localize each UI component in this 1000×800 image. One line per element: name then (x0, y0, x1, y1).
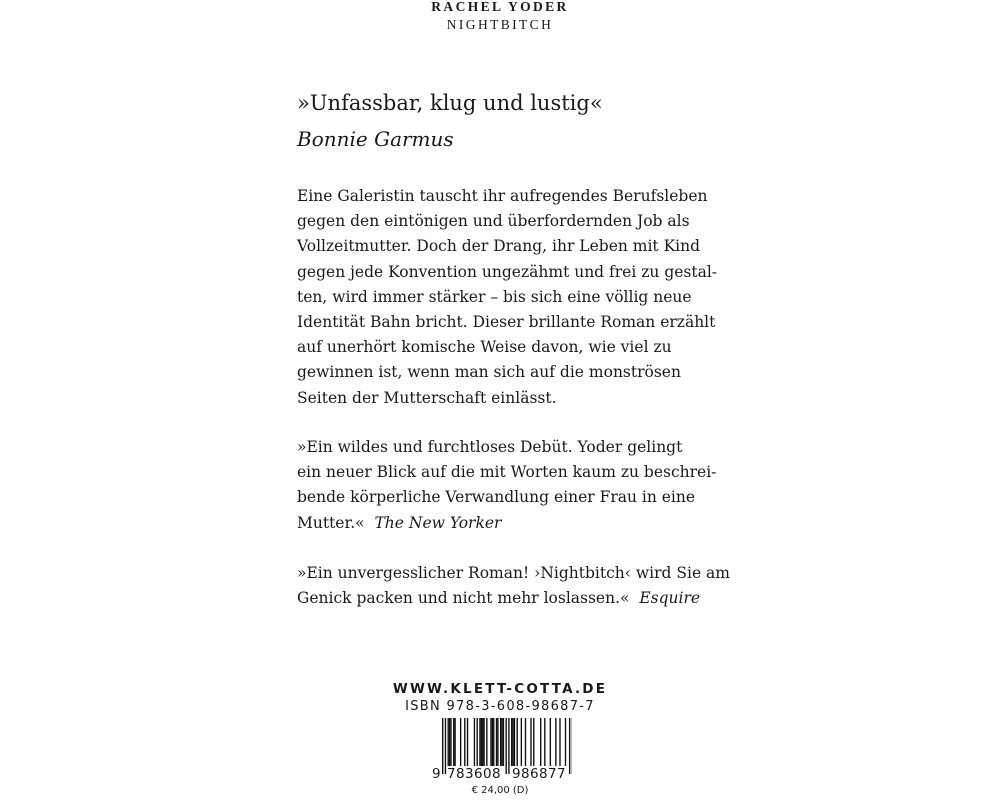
barcode-bar (503, 718, 504, 766)
quote-line: bende körperliche Verwandlung einer Frau in eine (297, 488, 696, 507)
barcode-bar (490, 718, 491, 766)
barcode-bar (533, 718, 534, 766)
review-quote-new-yorker (297, 435, 716, 536)
barcode-bar (514, 718, 515, 766)
quote-line: »Ein wildes und furchtloses Debüt. Yoder gelingt (297, 438, 683, 456)
barcode-bar (479, 718, 480, 766)
barcode-bar (497, 718, 498, 766)
isbn-number: ISBN 978-3-608-98687-7 (405, 699, 595, 714)
quote-line: »Ein unvergesslicher Roman! ›Nightbitch‹ wird Sie am (297, 564, 730, 582)
barcode-left-digits: 783608 (447, 766, 501, 782)
barcode-bar (517, 718, 518, 766)
barcode-bar (530, 718, 531, 766)
barcode-bar (511, 718, 512, 766)
barcode-bar (460, 718, 461, 766)
barcode-bar (512, 718, 513, 766)
quote-line (297, 511, 716, 536)
barcode-bar (500, 718, 501, 766)
barcode-bar (481, 718, 482, 766)
barcode-bar (464, 718, 465, 766)
quote-line-text: Genick packen und nicht mehr loslassen.« (297, 589, 630, 608)
barcode-bar (521, 718, 522, 766)
description-line: Seiten der Mutterschaft einlässt. (297, 388, 557, 407)
barcode-bar (544, 718, 545, 766)
barcode-bar (450, 718, 451, 766)
barcode-bar (453, 718, 454, 766)
barcode-bar (501, 718, 502, 766)
barcode-bar (482, 718, 483, 766)
price-label: € 24,00 (D) (471, 785, 529, 796)
barcode-bar (559, 718, 560, 766)
headline-attribution: Bonnie Garmus (297, 127, 454, 151)
description-line: gegen den eintönigen und überfordernden Job als (297, 212, 690, 231)
review-quote-esquire (297, 561, 730, 611)
barcode-digits (432, 766, 572, 782)
barcode-bar (477, 718, 478, 766)
barcode-bar (555, 718, 556, 766)
headline-quote: »Unfassbar, klug und lustig« (297, 91, 603, 115)
barcode-bar (448, 718, 449, 766)
description-line: ten, wird immer stärker – bis sich eine völlig neue (297, 287, 692, 306)
barcode-bar (540, 718, 541, 766)
description-line: gewinnen ist, wenn man sich auf die monströsen (297, 363, 681, 382)
description-line: Vollzeitmutter. Doch der Drang, ihr Leben mit Kind (297, 237, 701, 256)
barcode-bar (474, 718, 475, 766)
barcode (432, 718, 572, 784)
book-title: NIGHTBITCH (446, 17, 554, 32)
barcode-right-digits: 986877 (512, 766, 566, 782)
description-line: Eine Galeristin tauscht ihr aufregendes Berufsleben (297, 187, 708, 205)
barcode-bar (486, 718, 487, 766)
barcode-bar (565, 718, 566, 766)
description-line: gegen jede Konvention ungezähmt und frei zu gestal- (297, 262, 718, 281)
barcode-bar (467, 718, 468, 766)
barcode-bar (493, 718, 494, 766)
description-line: auf unerhört komische Weise davon, wie viel zu (297, 338, 672, 357)
author-name: RACHEL YODER (431, 0, 569, 14)
barcode-bar (483, 718, 484, 766)
quote-line (297, 586, 730, 611)
publisher-website: WWW.KLETT-COTTA.DE (392, 681, 608, 697)
barcode-bar (550, 718, 551, 766)
barcode-bar (492, 718, 493, 766)
barcode-bar (496, 718, 497, 766)
barcode-bar (454, 718, 455, 766)
quote-line-text: Mutter.« (297, 513, 365, 532)
back-cover-text (297, 86, 730, 608)
barcode-bar (525, 718, 526, 766)
barcode-lead-digit: 9 (432, 766, 441, 782)
quote-source: Esquire (639, 589, 701, 608)
description-line: Identität Bahn bricht. Dieser brillante Roman erzählt (297, 313, 716, 332)
quote-source: The New Yorker (374, 513, 502, 532)
barcode-bar (449, 718, 450, 766)
book-description (297, 184, 717, 411)
cover-header (0, 0, 1000, 34)
quote-line: ein neuer Blick auf die mit Worten kaum zu beschrei- (297, 463, 717, 482)
